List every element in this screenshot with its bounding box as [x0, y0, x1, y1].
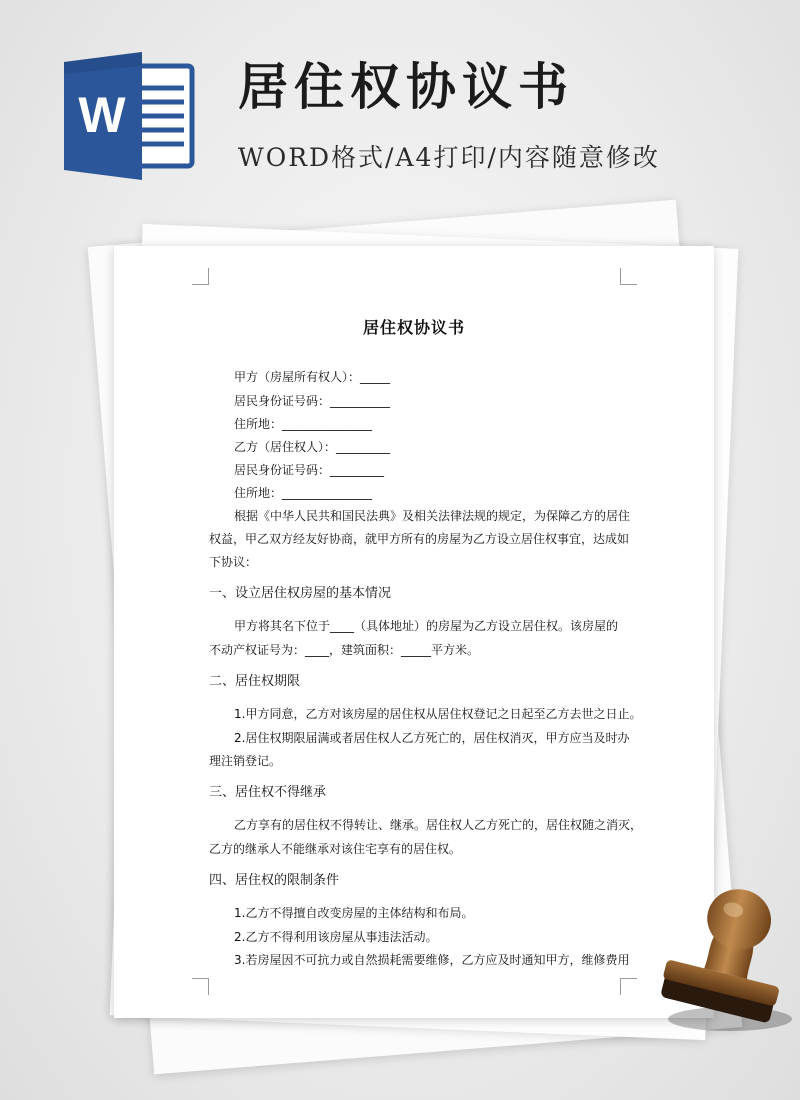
- intro-line: 下协议：: [209, 555, 258, 569]
- section-line: 3.若房屋因不可抗力或自然损耗需要维修，乙方应及时通知甲方，维修费用: [234, 953, 630, 967]
- crop-mark-bottom-right: [620, 978, 637, 995]
- section-line: 1.甲方同意，乙方对该房屋的居住权从居住权登记之日起至乙方去世之日止。: [234, 707, 642, 721]
- section-heading: 三、居住权不得继承: [209, 785, 327, 800]
- section-line: 2.居住权期限届满或者居住权人乙方死亡的，居住权消灭，甲方应当及时办: [234, 731, 630, 745]
- document-page: [114, 246, 714, 1018]
- party-a-id-line: 居民身份证号码：__________: [234, 394, 391, 408]
- party-a-line: 甲方（房屋所有权人）：_____: [234, 370, 391, 384]
- logo-letter: W: [78, 87, 126, 143]
- crop-mark-top-right: [620, 268, 637, 285]
- section-heading: 一、设立居住权房屋的基本情况: [209, 586, 392, 601]
- party-b-id-line: 居民身份证号码：_________: [234, 463, 385, 477]
- intro-line: 根据《中华人民共和国民法典》及相关法律法规的规定，为保障乙方的居住: [234, 509, 631, 523]
- page-subtitle: WORD格式/A4打印/内容随意修改: [238, 143, 660, 172]
- section-line: 甲方将其名下位于____（具体地址）的房屋为乙方设立居住权。该房屋的: [234, 619, 619, 633]
- document-title: 居住权协议书: [362, 318, 465, 337]
- section-heading: 四、居住权的限制条件: [209, 873, 340, 888]
- section-line: 理注销登记。: [209, 754, 282, 768]
- section-line: 不动产权证号为：____，建筑面积：_____平方米。: [209, 643, 480, 657]
- word-logo-icon: [64, 52, 198, 180]
- page-title: 居住权协议书: [238, 58, 574, 116]
- rubber-stamp-icon: [648, 874, 798, 1034]
- section-line: 1.乙方不得擅自改变房屋的主体结构和布局。: [234, 906, 474, 920]
- section-line: 2.乙方不得利用该房屋从事违法活动。: [234, 930, 438, 944]
- crop-mark-bottom-left: [192, 978, 209, 995]
- party-b-address-line: 住所地：_______________: [234, 486, 373, 500]
- crop-mark-top-left: [192, 268, 209, 285]
- section-line: 乙方享有的居住权不得转让、继承。居住权人乙方死亡的，居住权随之消灭，: [234, 818, 643, 832]
- intro-line: 权益，甲乙双方经友好协商，就甲方所有的房屋为乙方设立居住权事宜，达成如: [209, 532, 630, 546]
- section-line: 乙方的继承人不能继承对该住宅享有的居住权。: [209, 842, 462, 856]
- party-a-address-line: 住所地：_______________: [234, 417, 373, 431]
- party-b-line: 乙方（居住权人）：_________: [234, 440, 391, 454]
- section-heading: 二、居住权期限: [209, 674, 301, 689]
